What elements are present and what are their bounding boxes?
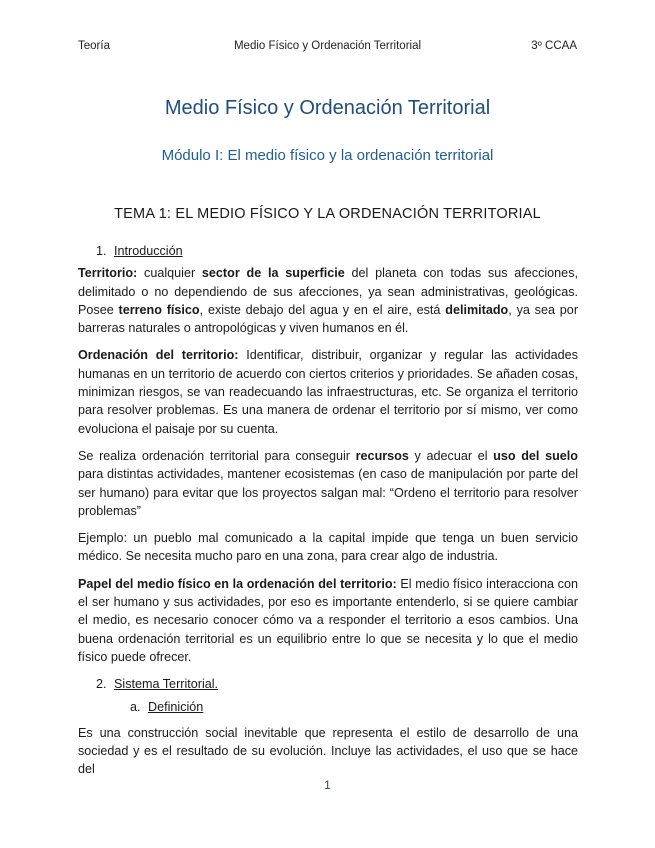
bold-term: terreno físico: [118, 302, 200, 317]
subsection-heading-definicion: [78, 698, 578, 716]
tema-heading: TEMA 1: EL MEDIO FÍSICO Y LA ORDENACIÓN TERRITORIAL: [114, 206, 541, 222]
text-run: , existe debajo del agua y en el aire, está: [199, 302, 446, 317]
paragraph-definicion: [78, 724, 578, 779]
header-center-text: Medio Físico y Ordenación Territorial: [233, 40, 422, 52]
section-number: 1.: [96, 244, 107, 258]
text-run: Se realiza ordenación territorial para conseguir: [78, 448, 356, 463]
section-heading-sistema: [78, 675, 578, 693]
paragraph-ejemplo: [78, 529, 578, 566]
text-run: El medio físico interacciona con el ser humano y sus actividades, por eso es importante entenderlo, si se quiere cambiar el medio, es necesario conocer cómo va a responder el territorio a esos cambios. Una buena ordenación territorial es un equilibrio entre lo que se necesita y lo que el medio físico puede ofrecer.: [78, 576, 578, 664]
bold-term: Territorio:: [78, 266, 138, 281]
paragraph-papel: [78, 575, 578, 666]
paragraph-territorio: [78, 264, 578, 337]
section-heading-introduccion: [78, 242, 578, 260]
section-label: Sistema Territorial.: [114, 677, 219, 692]
section-label: Introducción: [114, 244, 183, 258]
header-right-text: 3º CCAA: [531, 40, 577, 52]
text-run: para distintas actividades, mantener ecosistemas (en caso de manipulación por parte del ser humano) para evitar que los proyectos salgan mal: “Ordeno el territorio para resolver problemas”: [78, 467, 578, 518]
bold-term: delimitado: [445, 302, 509, 317]
text-run: Es una construcción social inevitable que representa el estilo de desarrollo de una sociedad y es el resultado de su evolución. Incluye las actividades, el uso que se hace del: [78, 725, 578, 777]
subsection-letter: a.: [130, 699, 141, 714]
section-number: 2.: [96, 677, 107, 692]
paragraph-ordenacion: [78, 346, 578, 437]
bold-term: Papel del medio físico en la ordenación del territorio:: [78, 576, 397, 591]
document-body: [78, 242, 578, 788]
text-run: Identificar, distribuir, organizar y regular las actividades humanas en un territorio de acuerdo con ciertos criterios y prioridades. Se añaden cosas, minimizan riesgos, se van readecuando las infraestructuras, etc. Se organiza el territorio para resolver problemas. Es una manera de ordenar el territorio por sí mismo, ver como evoluciona el paisaje por su cuenta.: [78, 348, 578, 436]
page-number: 1: [324, 778, 331, 792]
paragraph-objetivos: [78, 447, 578, 520]
document-subtitle: Módulo I: El medio físico y la ordenación territorial: [161, 147, 494, 164]
text-run: del planeta con todas sus afecciones, delimitado o no dependiendo de sus afecciones, ya sean administrativas, geológicas. Posee: [78, 266, 578, 317]
header-left-text: Teoría: [78, 40, 110, 52]
bold-term: recursos: [355, 448, 409, 463]
text-run: y adecuar el: [408, 448, 494, 463]
text-run: cualquier: [137, 266, 202, 281]
text-run: Ejemplo: un pueblo mal comunicado a la capital impide que tenga un buen servicio médico. Se necesita mucho paro en una zona, para crear algo de industria.: [78, 531, 578, 564]
bold-term: Ordenación del territorio:: [78, 348, 239, 363]
document-title: Medio Físico y Ordenación Territorial: [164, 97, 491, 119]
bold-term: sector de la superficie: [201, 266, 345, 281]
text-run: , ya sea por barreras naturales o antropológicas y viven humanos en él.: [78, 302, 579, 336]
subsection-label: Definición: [148, 699, 204, 714]
bold-term: uso del suelo: [493, 448, 578, 463]
